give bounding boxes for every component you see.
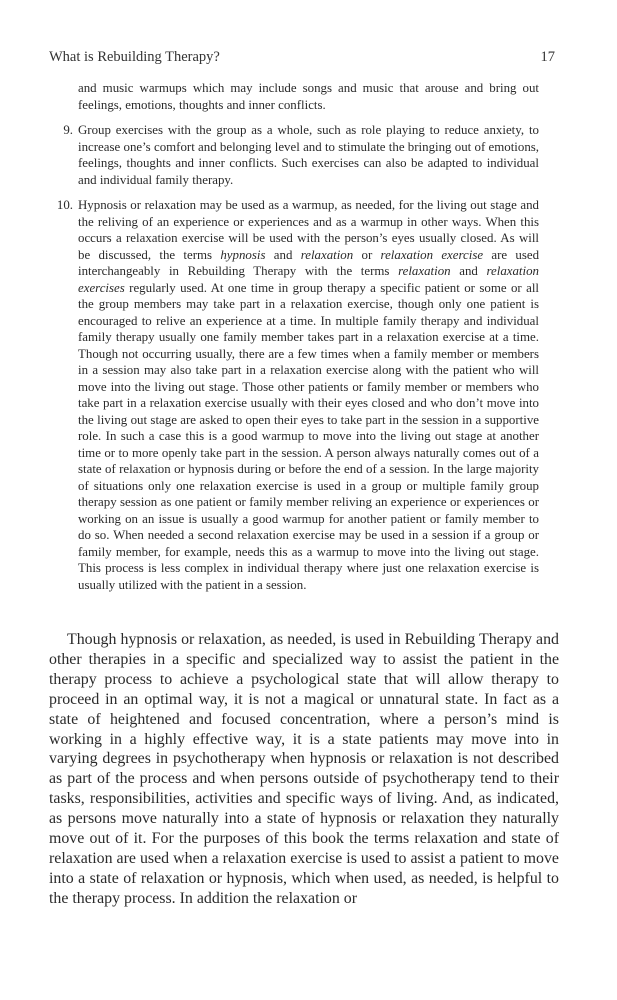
italic-term: relaxation [300,247,354,262]
page-number: 17 [540,49,555,65]
text-run: are used interchangeably in Rebuilding Therapy with the terms [78,247,540,278]
list-item [49,122,539,188]
running-title: What is Rebuilding Therapy? [49,49,220,65]
list-item-text [78,198,539,592]
list-item [49,197,539,593]
text-run: and [450,264,487,278]
running-head [49,49,555,66]
numbered-list [49,80,539,593]
body-paragraph: Though hypnosis or relaxation, as needed, is used in Rebuilding Therapy and other therapies in a specific and specialized way to assist the patient in the therapy process to achieve a psychological state that will allow therapy to proceed in an optimal way, it is not a magical or unnatural state. In fact as a state of heightened and focused concentration, where a person’s mind is working in a highly effective way, it is a state patients may move into in varying degrees in psychotherapy when hypnosis or relaxation is not described as part of the process and when persons outside of psychotherapy tend to their tasks, responsibilities, activities and specific ways of living. And, as indicated, as persons move naturally into a state of hypnosis or relaxation they naturally move out of it. For the purposes of this book the terms relaxation and state of relaxation are used when a relaxation exercise is used to assist a patient to move into a state of relaxation or hypnosis, which when used, as needed, is helpful to the therapy process. In addition the relaxation or [49,631,559,907]
italic-term: relaxation [398,264,451,278]
italic-term: relaxation exercise [380,247,484,262]
list-item-text [78,123,539,187]
list-item-number: 9. [63,123,73,137]
text-run: regularly used. At one time in group therapy a specific patient or some or all the group members may take part in a relaxation exercise, though only one patient is encouraged to relive an experience at a time. In multiple family therapy and individual family therapy usually one family member takes part in a relaxation exercise at a time. Though not occurring usually, there are a few times when a family member or members in a session may also take part in a relaxation exercise along with the patient who will move into the living out stage. Those other patients or family member or members who take part in a relaxation exercise usually with their eyes closed and who don’t move into the living out stage are asked to open their eyes to take part in the session in a supportive role. In such a case this is a good warmup to move into the living out stage at another time or to more openly take part in the session. A person always naturally comes out of a state of relaxation or hypnosis during or before the end of a session. In the large majority of situations only one relaxation exercise is used in a group or multiple family group therapy session as one patient or family member reliving an experience or experiences or working on an issue is usually a good warmup for another patient or family member to do so. When needed a second relaxation exercise may be used in a session if a group or family member, for example, needs this as a warmup to move into the living out stage. This process is less complex in individual therapy where just one relaxation exercise is usually utilized with the patient in a session. [78,280,539,592]
italic-term: hypnosis [220,247,266,262]
list-item [49,80,539,113]
text-run: and [265,247,301,262]
list-item-text [78,81,539,112]
italic-term: relaxation exercises [78,264,539,295]
text-run: Group exercises with the group as a whole, such as role playing to reduce anxiety, to increase one’s comfort and belonging level and to stimulate the bringing out of emotions, feelings, thoughts and inner conflicts. Such exercises can also be adapted to individual and individual family therapy. [78,123,539,187]
text-run: and music warmups which may include songs and music that arouse and bring out feelings, emotions, thoughts and inner conflicts. [78,81,539,112]
text-run: Hypnosis or relaxation may be used as a warmup, as needed, for the living out stage and the reliving of an experience or experiences and as a warmup in other ways. When this occurs a relaxation exercise will be used with the person’s eyes usually closed. As will be discussed, the terms [78,198,539,262]
list-item-number: 10. [56,198,73,212]
text-run: or [353,247,381,262]
